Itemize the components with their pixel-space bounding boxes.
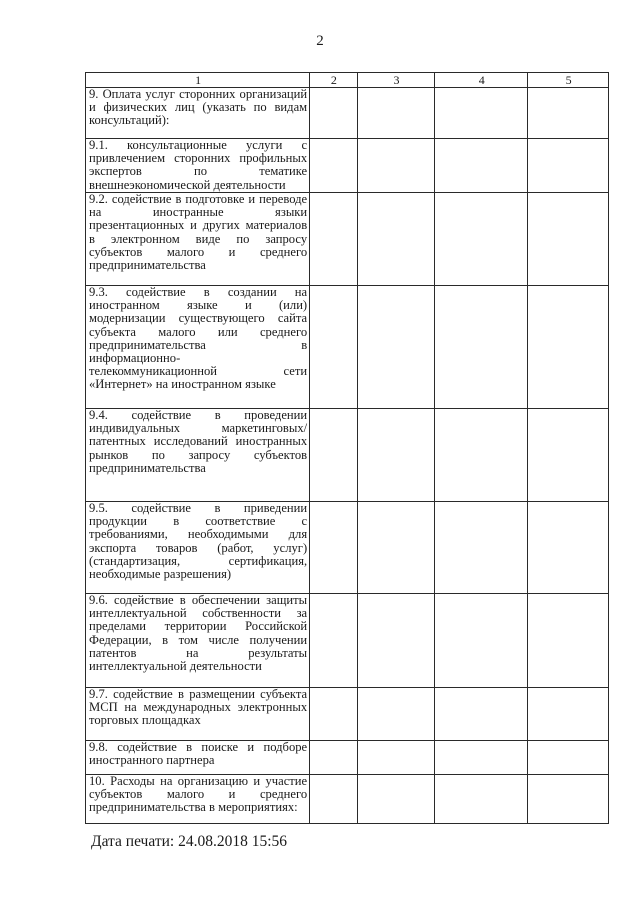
empty-cell-col-5 — [528, 286, 609, 409]
empty-cell-col-2 — [310, 139, 357, 193]
column-header: 4 — [435, 73, 528, 88]
empty-cell-col-3 — [357, 286, 435, 409]
expense-table — [85, 72, 609, 824]
empty-cell-col-3 — [357, 88, 435, 139]
row-description: 9.3. содействие в создании на иностранном языке и (или) модернизации существующего сайта субъекта малого или среднего предпринимательства в информационно-телекоммуникационной сети «Интернет» на иностранном языке — [86, 286, 310, 409]
empty-cell-col-4 — [435, 688, 528, 741]
table-row — [86, 286, 609, 409]
empty-cell-col-5 — [528, 688, 609, 741]
table-row — [86, 502, 609, 594]
table-row — [86, 688, 609, 741]
column-header: 2 — [310, 73, 357, 88]
table-row — [86, 139, 609, 193]
table-row — [86, 88, 609, 139]
page-number: 2 — [316, 33, 324, 49]
empty-cell-col-2 — [310, 594, 357, 688]
empty-cell-col-2 — [310, 775, 357, 824]
empty-cell-col-4 — [435, 594, 528, 688]
empty-cell-col-5 — [528, 775, 609, 824]
empty-cell-col-3 — [357, 688, 435, 741]
row-description: 9.7. содействие в размещении субъекта МСП на международных электронных торговых площадках — [86, 688, 310, 741]
empty-cell-col-4 — [435, 409, 528, 502]
empty-cell-col-2 — [310, 286, 357, 409]
print-date: Дата печати: 24.08.2018 15:56 — [91, 833, 288, 850]
empty-cell-col-5 — [528, 502, 609, 594]
empty-cell-col-2 — [310, 502, 357, 594]
empty-cell-col-5 — [528, 409, 609, 502]
empty-cell-col-3 — [357, 775, 435, 824]
empty-cell-col-5 — [528, 741, 609, 775]
empty-cell-col-3 — [357, 409, 435, 502]
empty-cell-col-4 — [435, 775, 528, 824]
empty-cell-col-4 — [435, 502, 528, 594]
table-row — [86, 409, 609, 502]
empty-cell-col-4 — [435, 139, 528, 193]
table-row — [86, 741, 609, 775]
empty-cell-col-5 — [528, 594, 609, 688]
empty-cell-col-2 — [310, 688, 357, 741]
empty-cell-col-3 — [357, 139, 435, 193]
row-description: 9.4. содействие в проведении индивидуальных маркетинговых/патентных исследований иностранных рынков по запросу субъектов предпринимательства — [86, 409, 310, 502]
empty-cell-col-3 — [357, 594, 435, 688]
row-description: 9.8. содействие в поиске и подборе иностранного партнера — [86, 741, 310, 775]
empty-cell-col-3 — [357, 502, 435, 594]
column-header: 1 — [86, 73, 310, 88]
row-description: 10. Расходы на организацию и участие субъектов малого и среднего предпринимательства в мероприятиях: — [86, 775, 310, 824]
table-header-row — [86, 73, 609, 88]
column-header: 3 — [357, 73, 435, 88]
empty-cell-col-2 — [310, 88, 357, 139]
empty-cell-col-5 — [528, 88, 609, 139]
empty-cell-col-5 — [528, 139, 609, 193]
empty-cell-col-4 — [435, 286, 528, 409]
empty-cell-col-2 — [310, 409, 357, 502]
empty-cell-col-5 — [528, 193, 609, 286]
empty-cell-col-3 — [357, 193, 435, 286]
table-row — [86, 193, 609, 286]
table-row — [86, 594, 609, 688]
row-description: 9.6. содействие в обеспечении защиты интеллектуальной собственности за пределами территории Российской Федерации, в том числе получении патентов на результаты интеллектуальной деятельности — [86, 594, 310, 688]
empty-cell-col-4 — [435, 193, 528, 286]
row-description: 9.5. содействие в приведении продукции в соответствие с требованиями, необходимыми для экспорта товаров (работ, услуг) (стандартизация, сертификация, необходимые разрешения) — [86, 502, 310, 594]
column-header: 5 — [528, 73, 609, 88]
table-row — [86, 775, 609, 824]
row-description: 9. Оплата услуг сторонних организаций и физических лиц (указать по видам консультаций): — [86, 88, 310, 139]
empty-cell-col-2 — [310, 741, 357, 775]
empty-cell-col-4 — [435, 741, 528, 775]
empty-cell-col-2 — [310, 193, 357, 286]
empty-cell-col-4 — [435, 88, 528, 139]
row-description: 9.2. содействие в подготовке и переводе на иностранные языки презентационных и других материалов в электронном виде по запросу субъектов малого и среднего предпринимательства — [86, 193, 310, 286]
empty-cell-col-3 — [357, 741, 435, 775]
row-description: 9.1. консультационные услуги с привлечением сторонних профильных экспертов по тематике внешнеэкономической деятельности — [86, 139, 310, 193]
